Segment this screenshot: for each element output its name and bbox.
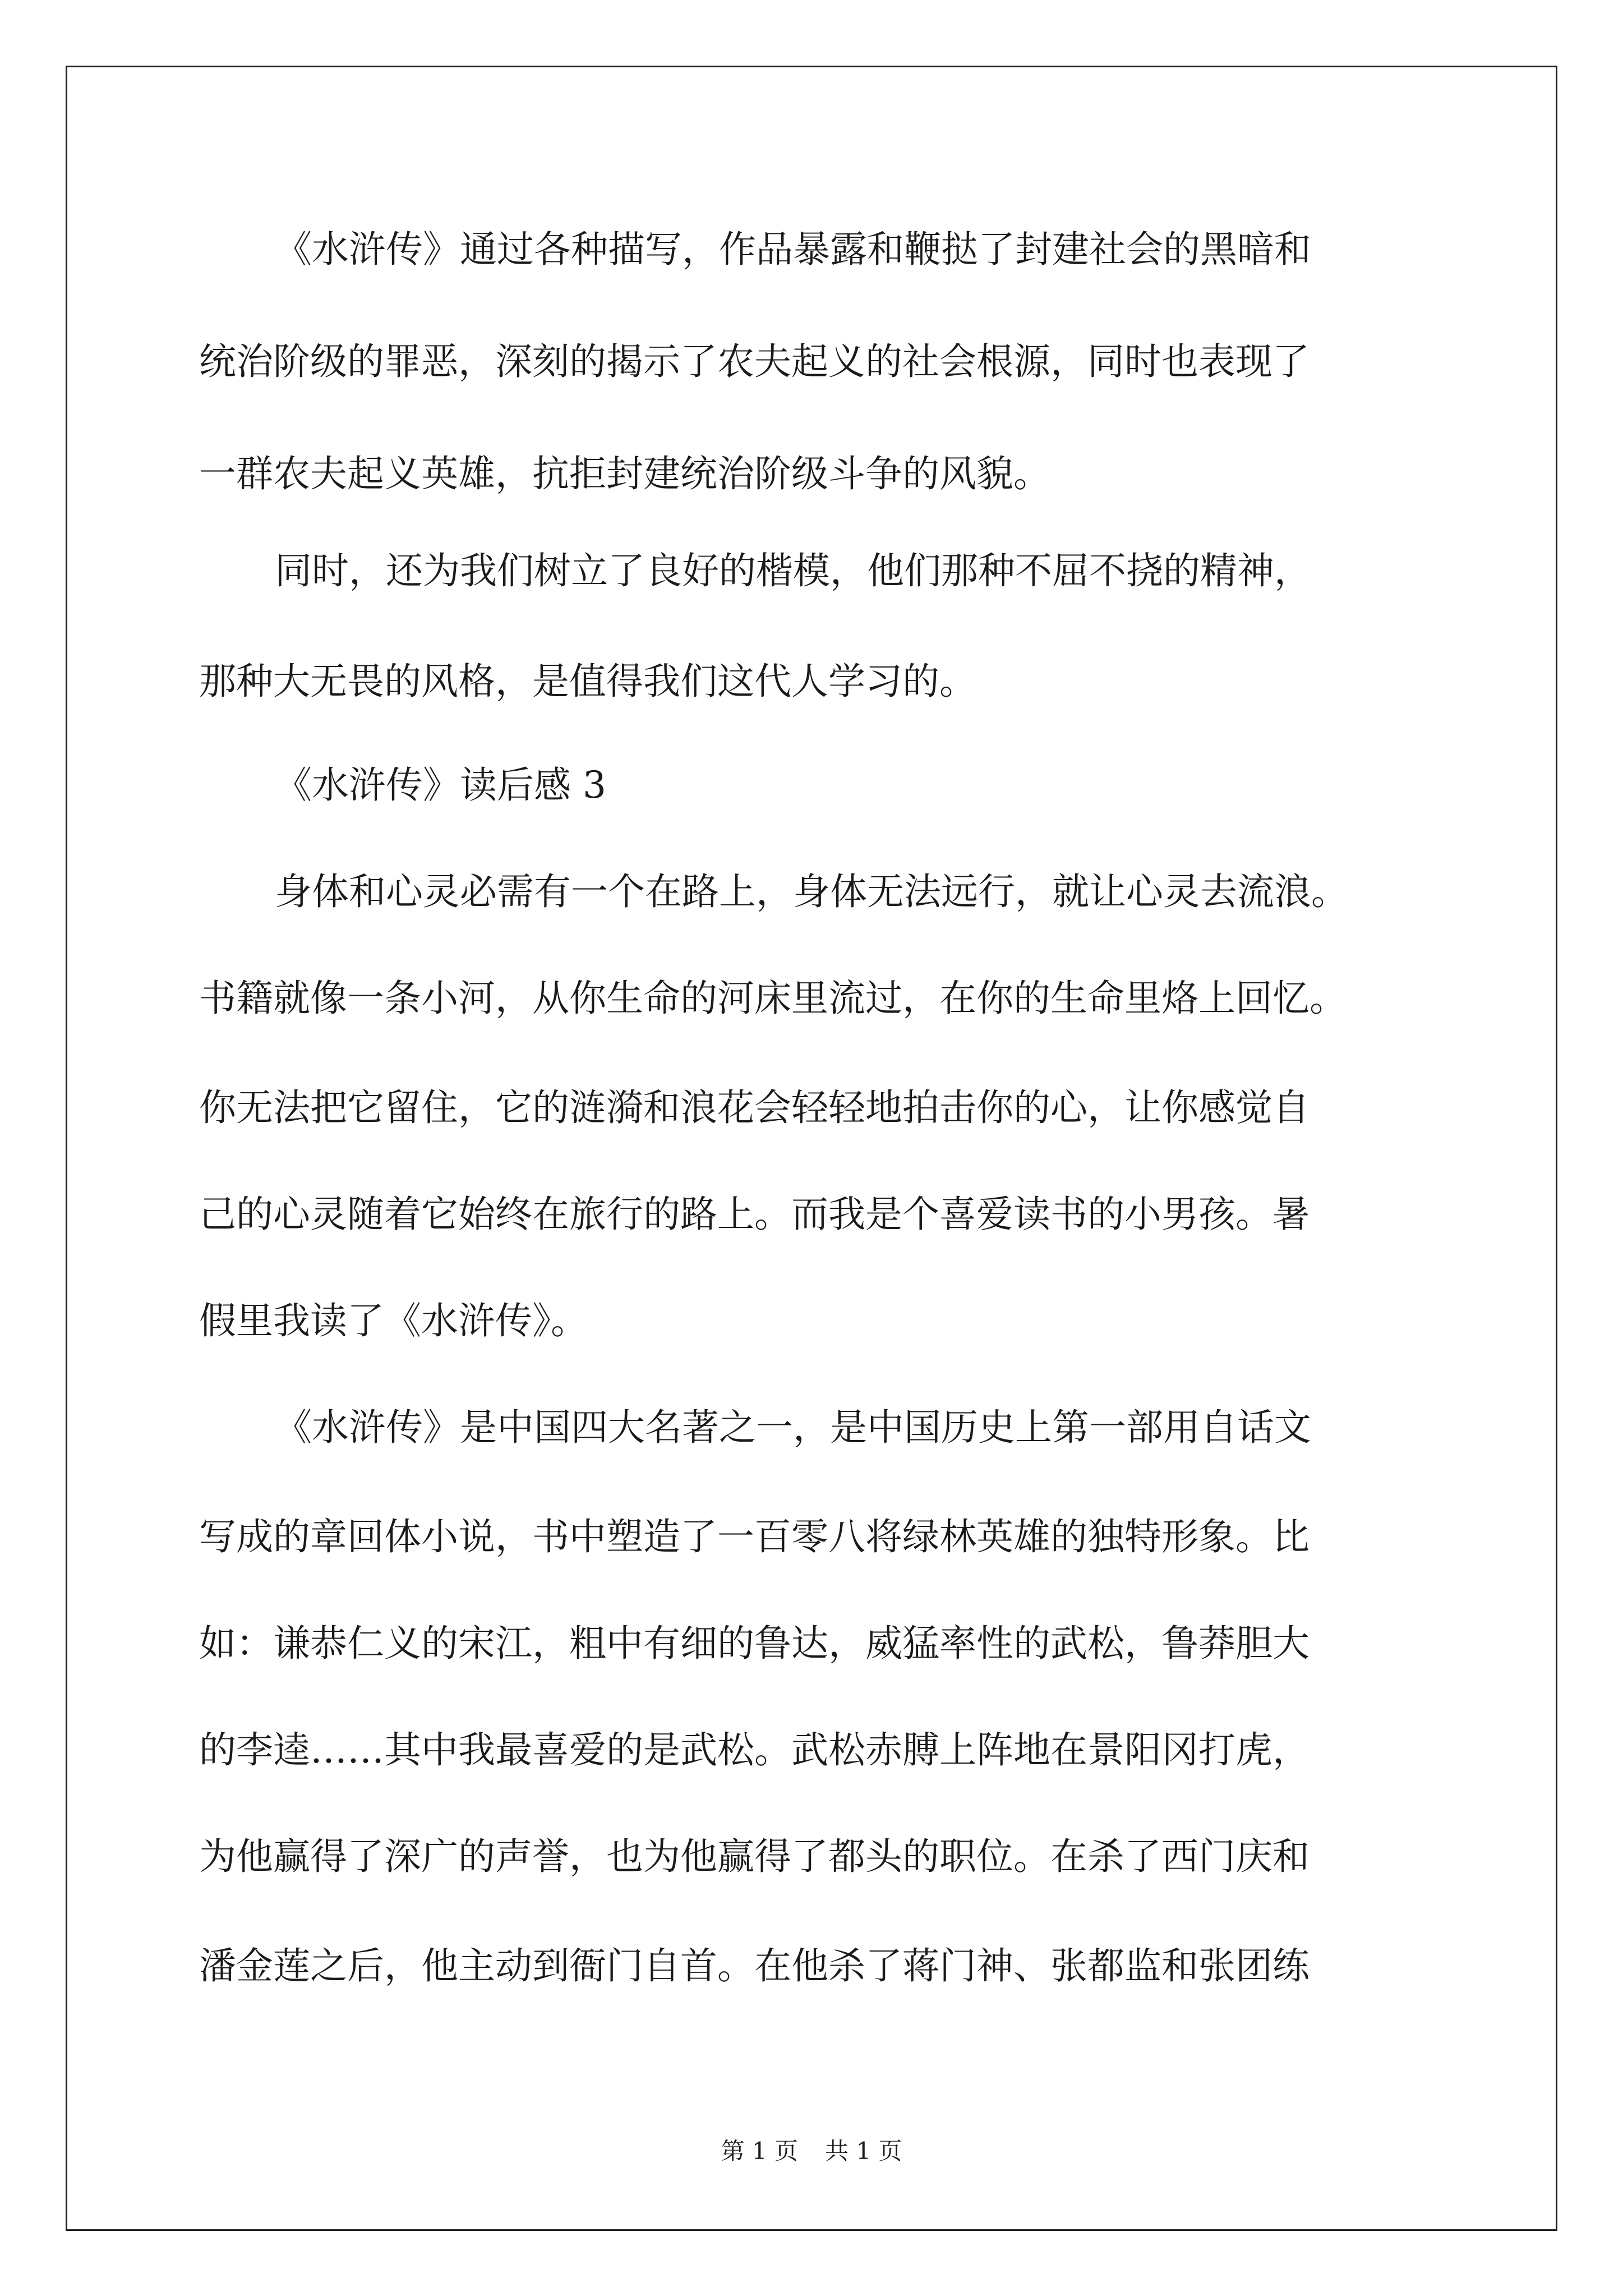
paragraph-line: 那种大无畏的风格，是值得我们这代人学习的。 bbox=[199, 660, 976, 703]
section-heading: 《水浒传》读后感 3 bbox=[275, 763, 606, 807]
page-border bbox=[66, 66, 1557, 2231]
paragraph-line: 己的心灵随着它始终在旅行的路上。而我是个喜爱读书的小男孩。暑 bbox=[199, 1193, 1310, 1236]
paragraph-line: 同时，还为我们树立了良好的楷模，他们那种不屈不挠的精神， bbox=[275, 549, 1311, 592]
paragraph-line: 《水浒传》通过各种描写，作品暴露和鞭挞了封建社会的黑暗和 bbox=[275, 228, 1311, 271]
paragraph-line: 假里我读了《水浒传》。 bbox=[199, 1299, 588, 1342]
paragraph-line: 一群农夫起义英雄，抗拒封建统治阶级斗争的风貌。 bbox=[199, 452, 1050, 495]
paragraph-line: 的李逵……其中我最喜爱的是武松。武松赤膊上阵地在景阳冈打虎， bbox=[199, 1728, 1310, 1772]
paragraph-line: 统治阶级的罪恶，深刻的揭示了农夫起义的社会根源，同时也表现了 bbox=[199, 340, 1310, 383]
paragraph-line: 如：谦恭仁义的宋江，粗中有细的鲁达，威猛率性的武松，鲁莽胆大 bbox=[199, 1622, 1310, 1665]
page-total: 共 1 页 bbox=[825, 2137, 902, 2165]
paragraph-line: 《水浒传》是中国四大名著之一，是中国历史上第一部用自话文 bbox=[275, 1406, 1311, 1449]
paragraph-line: 为他赢得了深广的声誉，也为他赢得了都头的职位。在杀了西门庆和 bbox=[199, 1835, 1310, 1878]
page-footer bbox=[0, 2137, 1623, 2165]
paragraph-line: 你无法把它留住，它的涟漪和浪花会轻轻地拍击你的心，让你感觉自 bbox=[199, 1086, 1310, 1129]
page-number: 第 1 页 bbox=[721, 2137, 798, 2165]
paragraph-line: 潘金莲之后，他主动到衙门自首。在他杀了蒋门神、张都监和张团练 bbox=[199, 1944, 1310, 1987]
paragraph-line: 写成的章回体小说，书中塑造了一百零八将绿林英雄的独特形象。比 bbox=[199, 1515, 1310, 1558]
paragraph-line: 书籍就像一条小河，从你生命的河床里流过，在你的生命里烙上回忆。 bbox=[199, 977, 1347, 1020]
paragraph-line: 身体和心灵必需有一个在路上，身体无法远行，就让心灵去流浪。 bbox=[275, 870, 1348, 913]
